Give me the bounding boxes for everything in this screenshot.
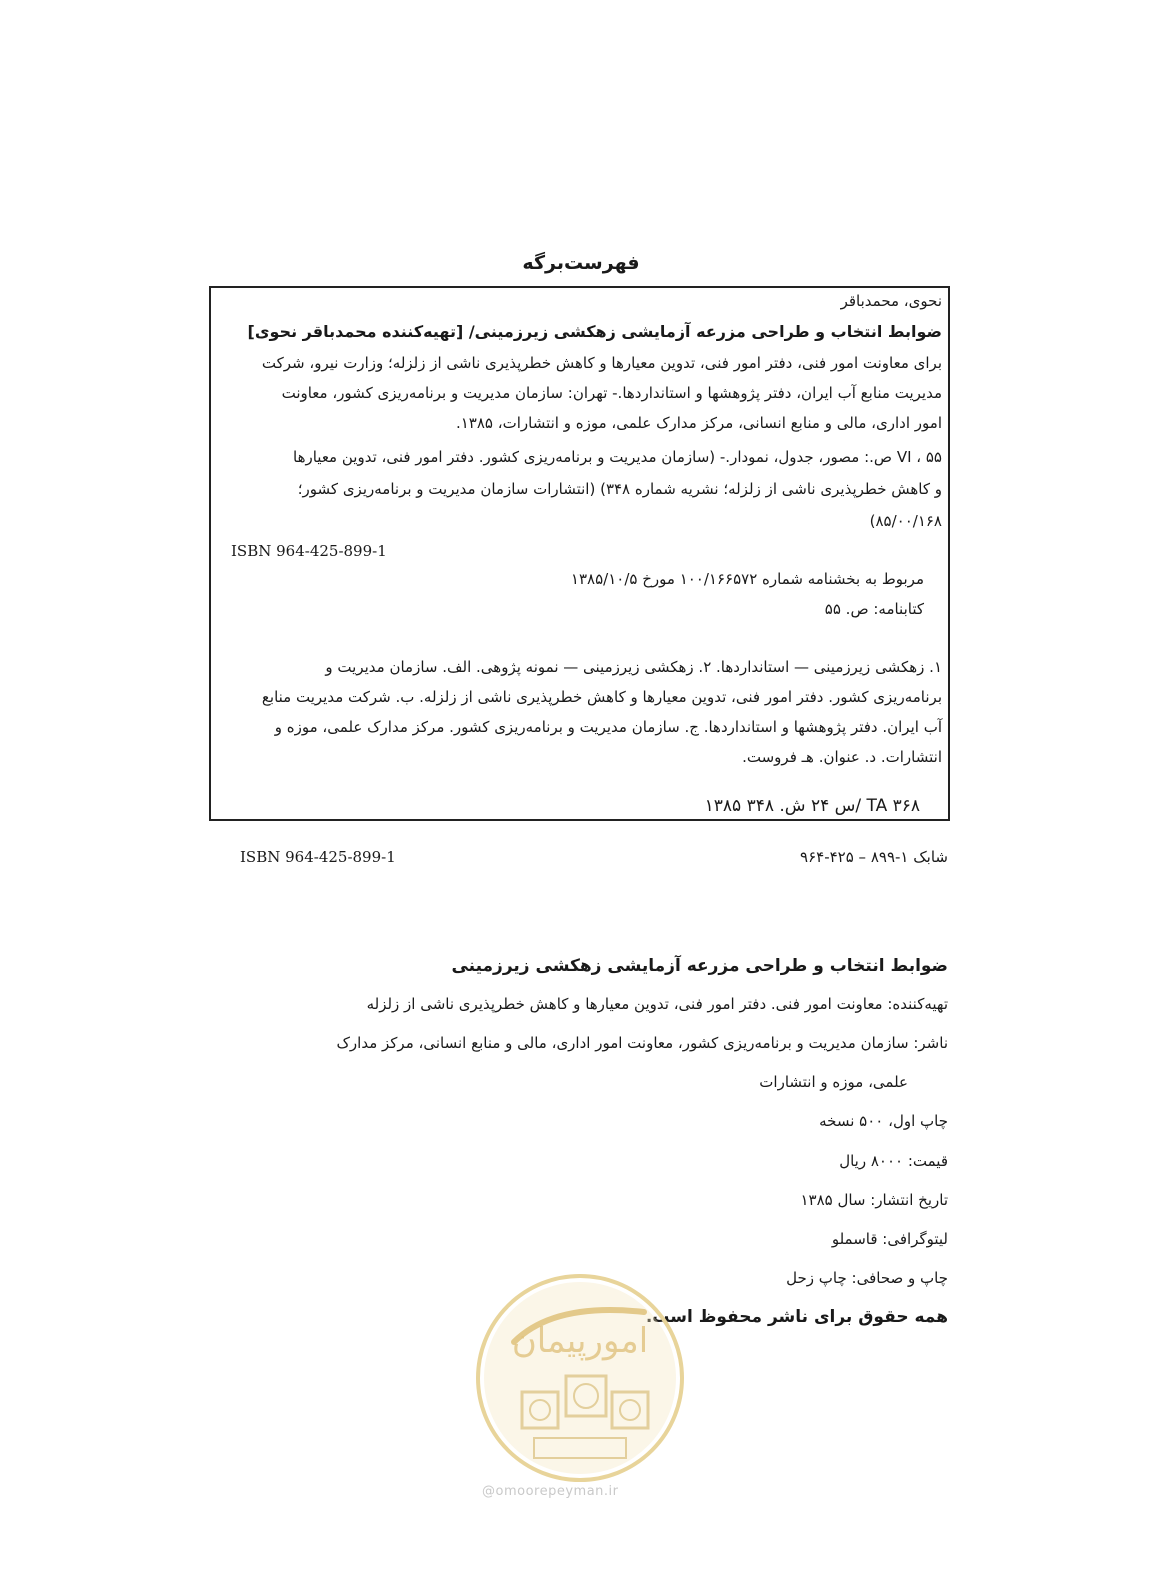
catalog-title-line: ضوابط انتخاب و طراحی مزرعه آزمایشی زهکشی زیرزمینی/ [تهیه‌کننده محمدباقر نحوی] [247,322,942,341]
catalog-author: نحوی، محمدباقر [840,292,942,310]
catalog-line: امور اداری، مالی و منابع انسانی، مرکز مدارک علمی، موزه و انتشارات، ۱۳۸۵. [455,414,942,432]
catalog-call-number: TA ۳۶۸ /س ۲۴ ش. ۳۴۸ ۱۳۸۵ [704,796,920,816]
catalog-subject-line: آب ایران. دفتر پژوهشها و استانداردها. ج. سازمان مدیریت و برنامه‌ریزی کشور. مرکز مدارک علمی، موزه و [274,718,942,736]
prepared-by: تهیه‌کننده: معاونت امور فنی. دفتر امور فنی، تدوین معیارها و کاهش خطرپذیری ناشی از زلزله [366,995,948,1013]
catalog-subject-line: برنامه‌ریزی کشور. دفتر امور فنی، تدوین معیارها و کاهش خطرپذیری ناشی از زلزله. ب. شرکت مدیریت منابع [261,688,942,706]
publisher-line-2: علمی، موزه و انتشارات [759,1073,908,1091]
catalog-line: VI ، ۵۵ ص.: مصور، جدول، نمودار.- (سازمان مدیریت و برنامه‌ریزی کشور. دفتر امور فنی، تدوین معیارها [293,448,942,466]
price: قیمت: ۸۰۰۰ ریال [839,1152,948,1170]
publisher-stamp-logo [474,1272,686,1484]
printing: چاپ و صحافی: چاپ زحل [786,1269,948,1287]
catalog-line: برای معاونت امور فنی، دفتر امور فنی، تدوین معیارها و کاهش خطرپذیری ناشی از زلزله؛ وزارت نیرو، شرکت [261,354,942,372]
edition: چاپ اول، ۵۰۰ نسخه [819,1112,948,1130]
publisher-line-1: ناشر: سازمان مدیریت و برنامه‌ریزی کشور، معاونت امور اداری، مالی و منابع انسانی، مرکز مدارک [336,1034,948,1052]
catalog-line: ۸۵/۰۰/۱۶۸) [869,512,942,530]
publication-date: تاریخ انتشار: سال ۱۳۸۵ [800,1191,948,1209]
catalog-circular: مربوط به بخشنامه شماره ۱۰۰/۱۶۶۵۷۲ مورخ ۱۳۸۵/۱۰/۵ [570,570,924,588]
isbn-persian: شابک ۱-۸۹۹ – ۴۲۵-۹۶۴ [800,848,948,866]
catalog-line: مدیریت منابع آب ایران، دفتر پژوهشها و استانداردها.- تهران: سازمان مدیریت و برنامه‌ریزی کشور، معاونت [281,384,942,402]
rights-notice: همه حقوق برای ناشر محفوظ است. [645,1307,948,1327]
catalog-isbn: ISBN 964-425-899-1 [231,542,387,560]
isbn-latin: ISBN 964-425-899-1 [240,848,396,866]
catalog-subject-line: انتشارات. د. عنوان. هـ فروست. [742,748,942,766]
book-title: ضوابط انتخاب و طراحی مزرعه آزمایشی زهکشی زیرزمینی [451,956,948,976]
lithography: لیتوگرافی: قاسملو [831,1230,948,1248]
stamp-logo-text: امورپیمان [511,1321,649,1361]
catalog-heading: فهرست‌برگه [522,252,640,274]
catalog-line: و کاهش خطرپذیری ناشی از زلزله؛ نشریه شماره ۳۴۸) (انتشارات سازمان مدیریت و برنامه‌ریزی کشور؛ [297,480,942,498]
catalog-card [209,286,950,821]
catalog-subject-line: ۱. زهکشی زیرزمینی — استانداردها. ۲. زهکشی زیرزمینی — نمونه پژوهی. الف. سازمان مدیریت و [325,658,942,676]
catalog-bibliography: کتابنامه: ص. ۵۵ [824,600,924,618]
watermark-handle: @omoorepeyman.ir [482,1484,619,1499]
